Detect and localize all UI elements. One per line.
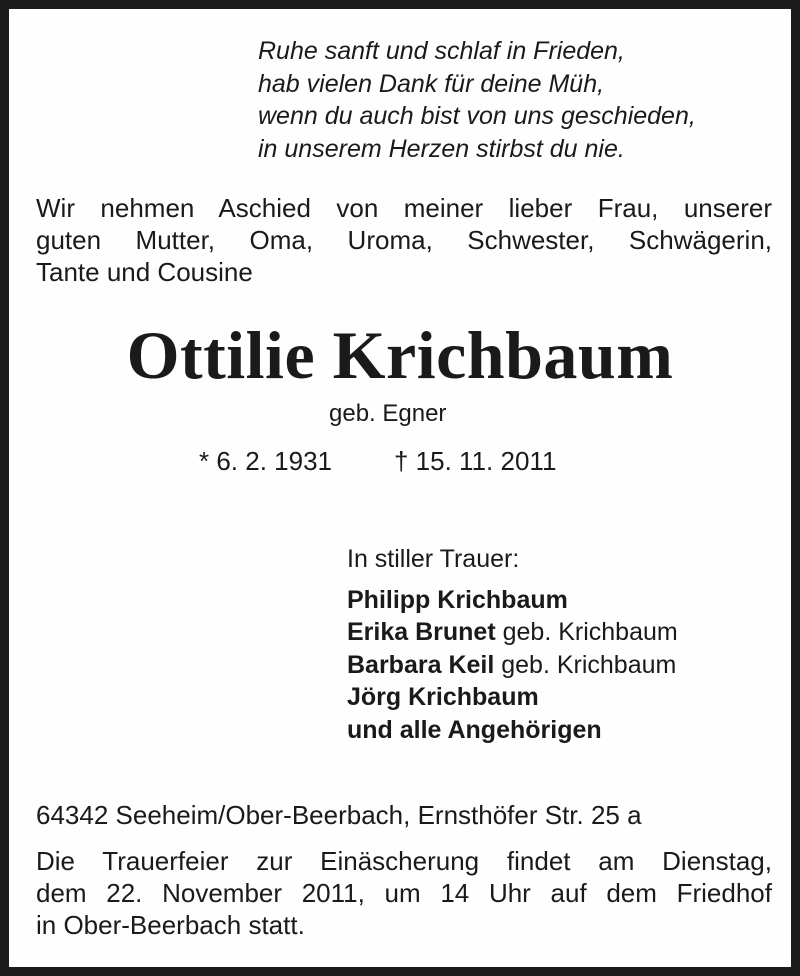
mourner-entry: [347, 616, 678, 649]
intro-line: Wir nehmen Aschied von meiner lieber Frau, unserer: [36, 193, 772, 223]
funeral-line: in Ober-Beerbach statt.: [36, 910, 305, 940]
mourner-entry: [347, 649, 678, 682]
poem-line: hab vielen Dank für deine Müh,: [258, 69, 605, 98]
mourner-name: Erika Brunet: [347, 618, 496, 646]
mourner-name: Barbara Keil: [347, 650, 495, 679]
poem-line: Ruhe sanft und schlaf in Frieden,: [258, 37, 625, 65]
funeral-details: [36, 845, 772, 941]
intro-line: guten Mutter, Oma, Uroma, Schwester, Schwägerin,: [36, 225, 772, 255]
poem-line: wenn du auch bist von uns geschieden,: [258, 102, 696, 130]
intro-text: [36, 192, 772, 288]
birth-date: * 6. 2. 1931: [199, 446, 332, 476]
mourner-name: Philipp Krichbaum: [347, 585, 568, 614]
deceased-name: Ottilie Krichbaum: [126, 317, 674, 393]
mourners-heading: In stiller Trauer:: [347, 545, 520, 573]
memorial-poem: [258, 35, 696, 165]
maiden-name: geb. Egner: [329, 400, 447, 427]
family-address: 64342 Seeheim/Ober-Beerbach, Ernsthöfer Str. 25 a: [36, 800, 642, 830]
funeral-line: Die Trauerfeier zur Einäscherung findet am Dienstag,: [36, 846, 772, 876]
poem-line: in unserem Herzen stirbst du nie.: [258, 134, 625, 163]
life-dates: [199, 445, 556, 477]
mourner-suffix: geb. Krichbaum: [495, 618, 678, 646]
funeral-line: dem 22. November 2011, um 14 Uhr auf dem Friedhof: [36, 878, 772, 908]
death-date: † 15. 11. 2011: [394, 446, 557, 476]
mourner-entry: [347, 714, 678, 747]
intro-line: Tante und Cousine: [36, 257, 253, 287]
mourner-suffix: geb. Krichbaum: [494, 650, 677, 679]
mourner-name: und alle Angehörigen: [347, 715, 602, 744]
mourners-block: [347, 543, 678, 746]
mourner-entry: [347, 681, 678, 714]
mourner-entry: [347, 584, 678, 617]
mourner-name: Jörg Krichbaum: [347, 683, 539, 711]
